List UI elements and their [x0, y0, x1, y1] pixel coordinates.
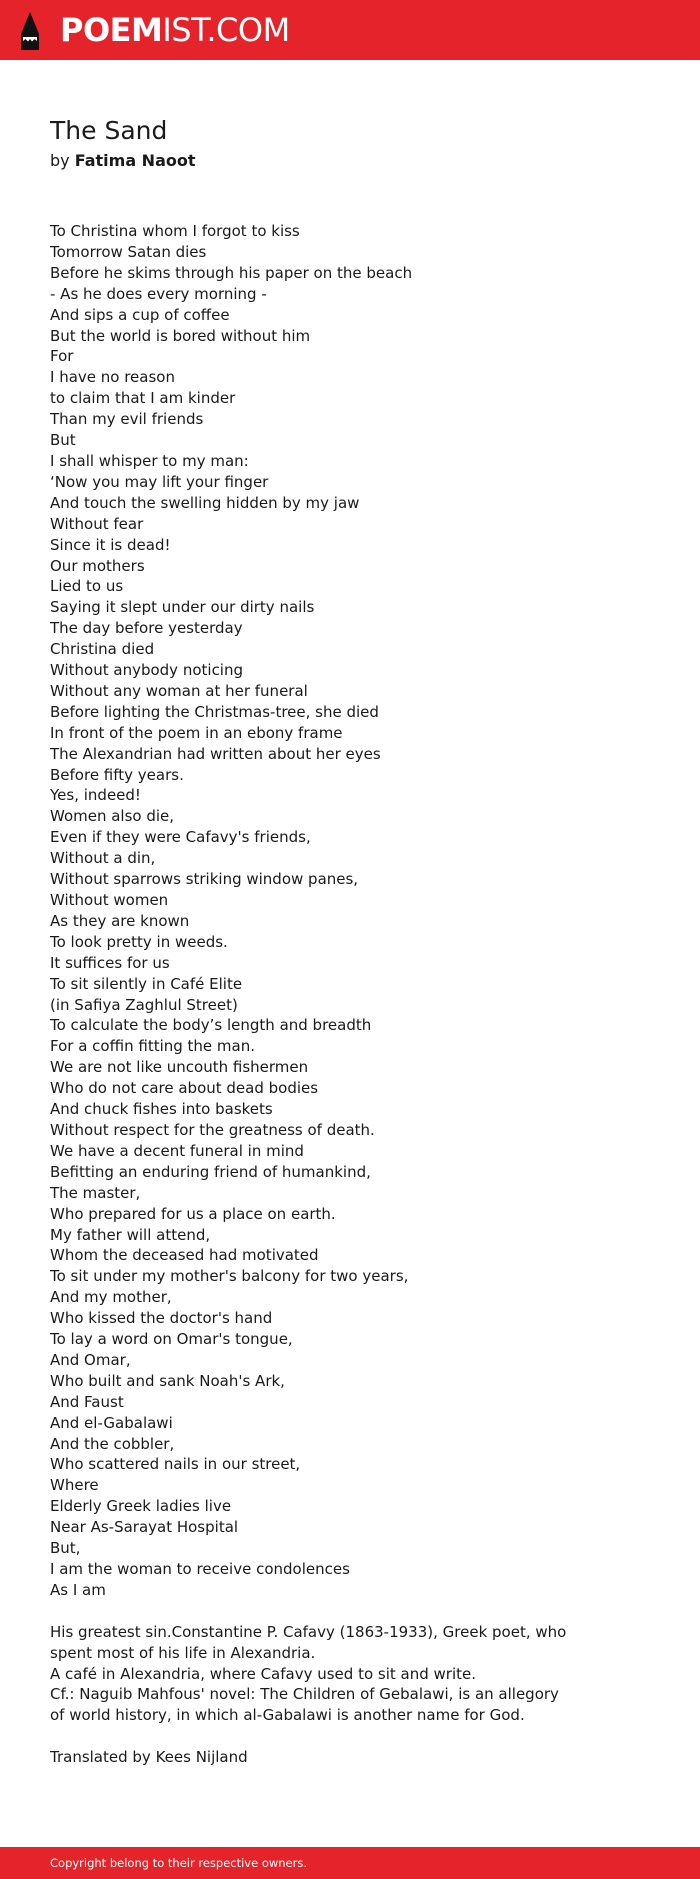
poem-line: To sit silently in Café Elite — [50, 974, 243, 993]
site-footer — [0, 1847, 700, 1879]
poem-line: Yes, indeed! — [50, 786, 141, 805]
poem-line: And Omar, — [50, 1350, 131, 1369]
poem-line: (in Safiya Zaghlul Street) — [50, 995, 238, 1014]
by-label: by — [50, 151, 70, 170]
poem-line: I shall whisper to my man: — [50, 451, 249, 470]
logo-bold-text: POEM — [60, 11, 163, 49]
poem-line: Without anybody noticing — [50, 661, 244, 680]
site-header — [0, 0, 700, 60]
poem-line: The Alexandrian had written about her eyes — [50, 744, 381, 763]
poem-line: Elderly Greek ladies live — [50, 1497, 232, 1516]
poem-line: As I am — [50, 1580, 106, 1599]
poem-line: And Faust — [50, 1392, 124, 1411]
poem-line: And el-Gabalawi — [50, 1413, 173, 1432]
copyright-text: Copyright belong to their respective owners. — [50, 1856, 308, 1870]
poem-line: My father will attend, — [50, 1225, 211, 1244]
poem-line: To Christina whom I forgot to kiss — [50, 222, 300, 240]
poem-line: But the world is bored without him — [50, 326, 311, 345]
logo-light-text: IST.COM — [162, 11, 290, 49]
poem-line: Who built and sank Noah's Ark, — [50, 1371, 285, 1390]
poem-line: As they are known — [50, 911, 190, 930]
poem-notes — [50, 1622, 570, 1727]
poem-line: And chuck fishes into baskets — [50, 1100, 273, 1119]
poem-line: Without women — [50, 891, 169, 909]
pencil-tip-icon — [16, 10, 44, 52]
poem-line: Our mothers — [50, 556, 145, 575]
poem-line: Even if they were Cafavy's friends, — [50, 828, 311, 847]
translator-credit: Translated by Kees Nijland — [50, 1748, 248, 1767]
poem-line: Without a din, — [50, 849, 156, 868]
poem-line: The master, — [50, 1183, 141, 1202]
poem-line: The day before yesterday — [50, 619, 243, 638]
poem-author: Fatima Naoot — [74, 151, 196, 170]
poem-line: I am the woman to receive condolences — [50, 1560, 350, 1578]
poem-line: Women also die, — [50, 807, 175, 826]
poem-line: And my mother, — [50, 1288, 172, 1307]
poem-line: Lied to us — [50, 577, 124, 596]
poem-line: Who scattered nails in our street, — [50, 1455, 301, 1474]
poem-line: To look pretty in weeds. — [50, 932, 228, 951]
poem-line: to claim that I am kinder — [50, 389, 236, 408]
poem-line: Christina died — [50, 640, 155, 659]
poem-line: It suffices for us — [50, 953, 170, 972]
poem-byline — [50, 149, 610, 173]
poem-line: Before fifty years. — [50, 765, 184, 784]
poem-line: Befitting an enduring friend of humankind, — [50, 1162, 371, 1181]
poem-line: But — [50, 431, 76, 450]
poem-line: To lay a word on Omar's tongue, — [50, 1330, 293, 1349]
poem-line: Without respect for the greatness of death. — [50, 1120, 375, 1139]
poem-title: The Sand — [50, 116, 168, 145]
poem-line: Without sparrows striking window panes, — [50, 870, 359, 889]
poem-line: For — [50, 347, 74, 366]
poem-line: But, — [50, 1539, 81, 1558]
poem-line: And touch the swelling hidden by my jaw — [50, 493, 360, 512]
poem-line: ‘Now you may lift your finger — [50, 472, 269, 491]
poem-line: We have a decent funeral in mind — [50, 1141, 304, 1160]
poem-line: Without any woman at her funeral — [50, 681, 308, 700]
poem-line: Near As-Sarayat Hospital — [50, 1518, 239, 1537]
poem-line: Tomorrow Satan dies — [50, 242, 207, 261]
poem-line: To sit under my mother's balcony for two years, — [50, 1267, 409, 1286]
poem-line: Who kissed the doctor's hand — [50, 1309, 273, 1328]
poem-line: Saying it slept under our dirty nails — [50, 598, 315, 617]
poem-line: To calculate the body’s length and breadth — [50, 1016, 372, 1035]
poem-content — [50, 116, 610, 1768]
poem-line: Since it is dead! — [50, 535, 171, 554]
poem-line: Without fear — [50, 514, 144, 533]
poem-line: Whom the deceased had motivated — [50, 1246, 319, 1265]
poem-note: Cf.: Naguib Mahfous' novel: The Children of Gebalawi, is an allegory of world history, in which al-Gabalawi is another name for God. — [50, 1685, 559, 1725]
poem-line: Who prepared for us a place on earth. — [50, 1204, 336, 1223]
poem-note: A café in Alexandria, where Cafavy used to sit and write. — [50, 1664, 477, 1683]
poem-line: In front of the poem in an ebony frame — [50, 723, 343, 742]
poem-line: Where — [50, 1476, 99, 1495]
poem-line: Before lighting the Christmas-tree, she died — [50, 702, 379, 721]
poem-line: - As he does every morning - — [50, 284, 267, 303]
poem-line: For a coffin fitting the man. — [50, 1037, 256, 1056]
poem-line: Than my evil friends — [50, 410, 204, 429]
site-logo[interactable] — [60, 10, 290, 50]
poem-body — [50, 221, 610, 1601]
poem-line: I have no reason — [50, 368, 175, 387]
poem-line: And sips a cup of coffee — [50, 305, 230, 324]
poem-line: And the cobbler, — [50, 1434, 175, 1453]
poem-line: Who do not care about dead bodies — [50, 1079, 319, 1098]
poem-line: Before he skims through his paper on the beach — [50, 263, 413, 282]
poem-note: His greatest sin.Constantine P. Cafavy (1863-1933), Greek poet, who spent most of his life in Alexandria. — [50, 1622, 567, 1662]
poem-line: We are not like uncouth fishermen — [50, 1058, 309, 1077]
